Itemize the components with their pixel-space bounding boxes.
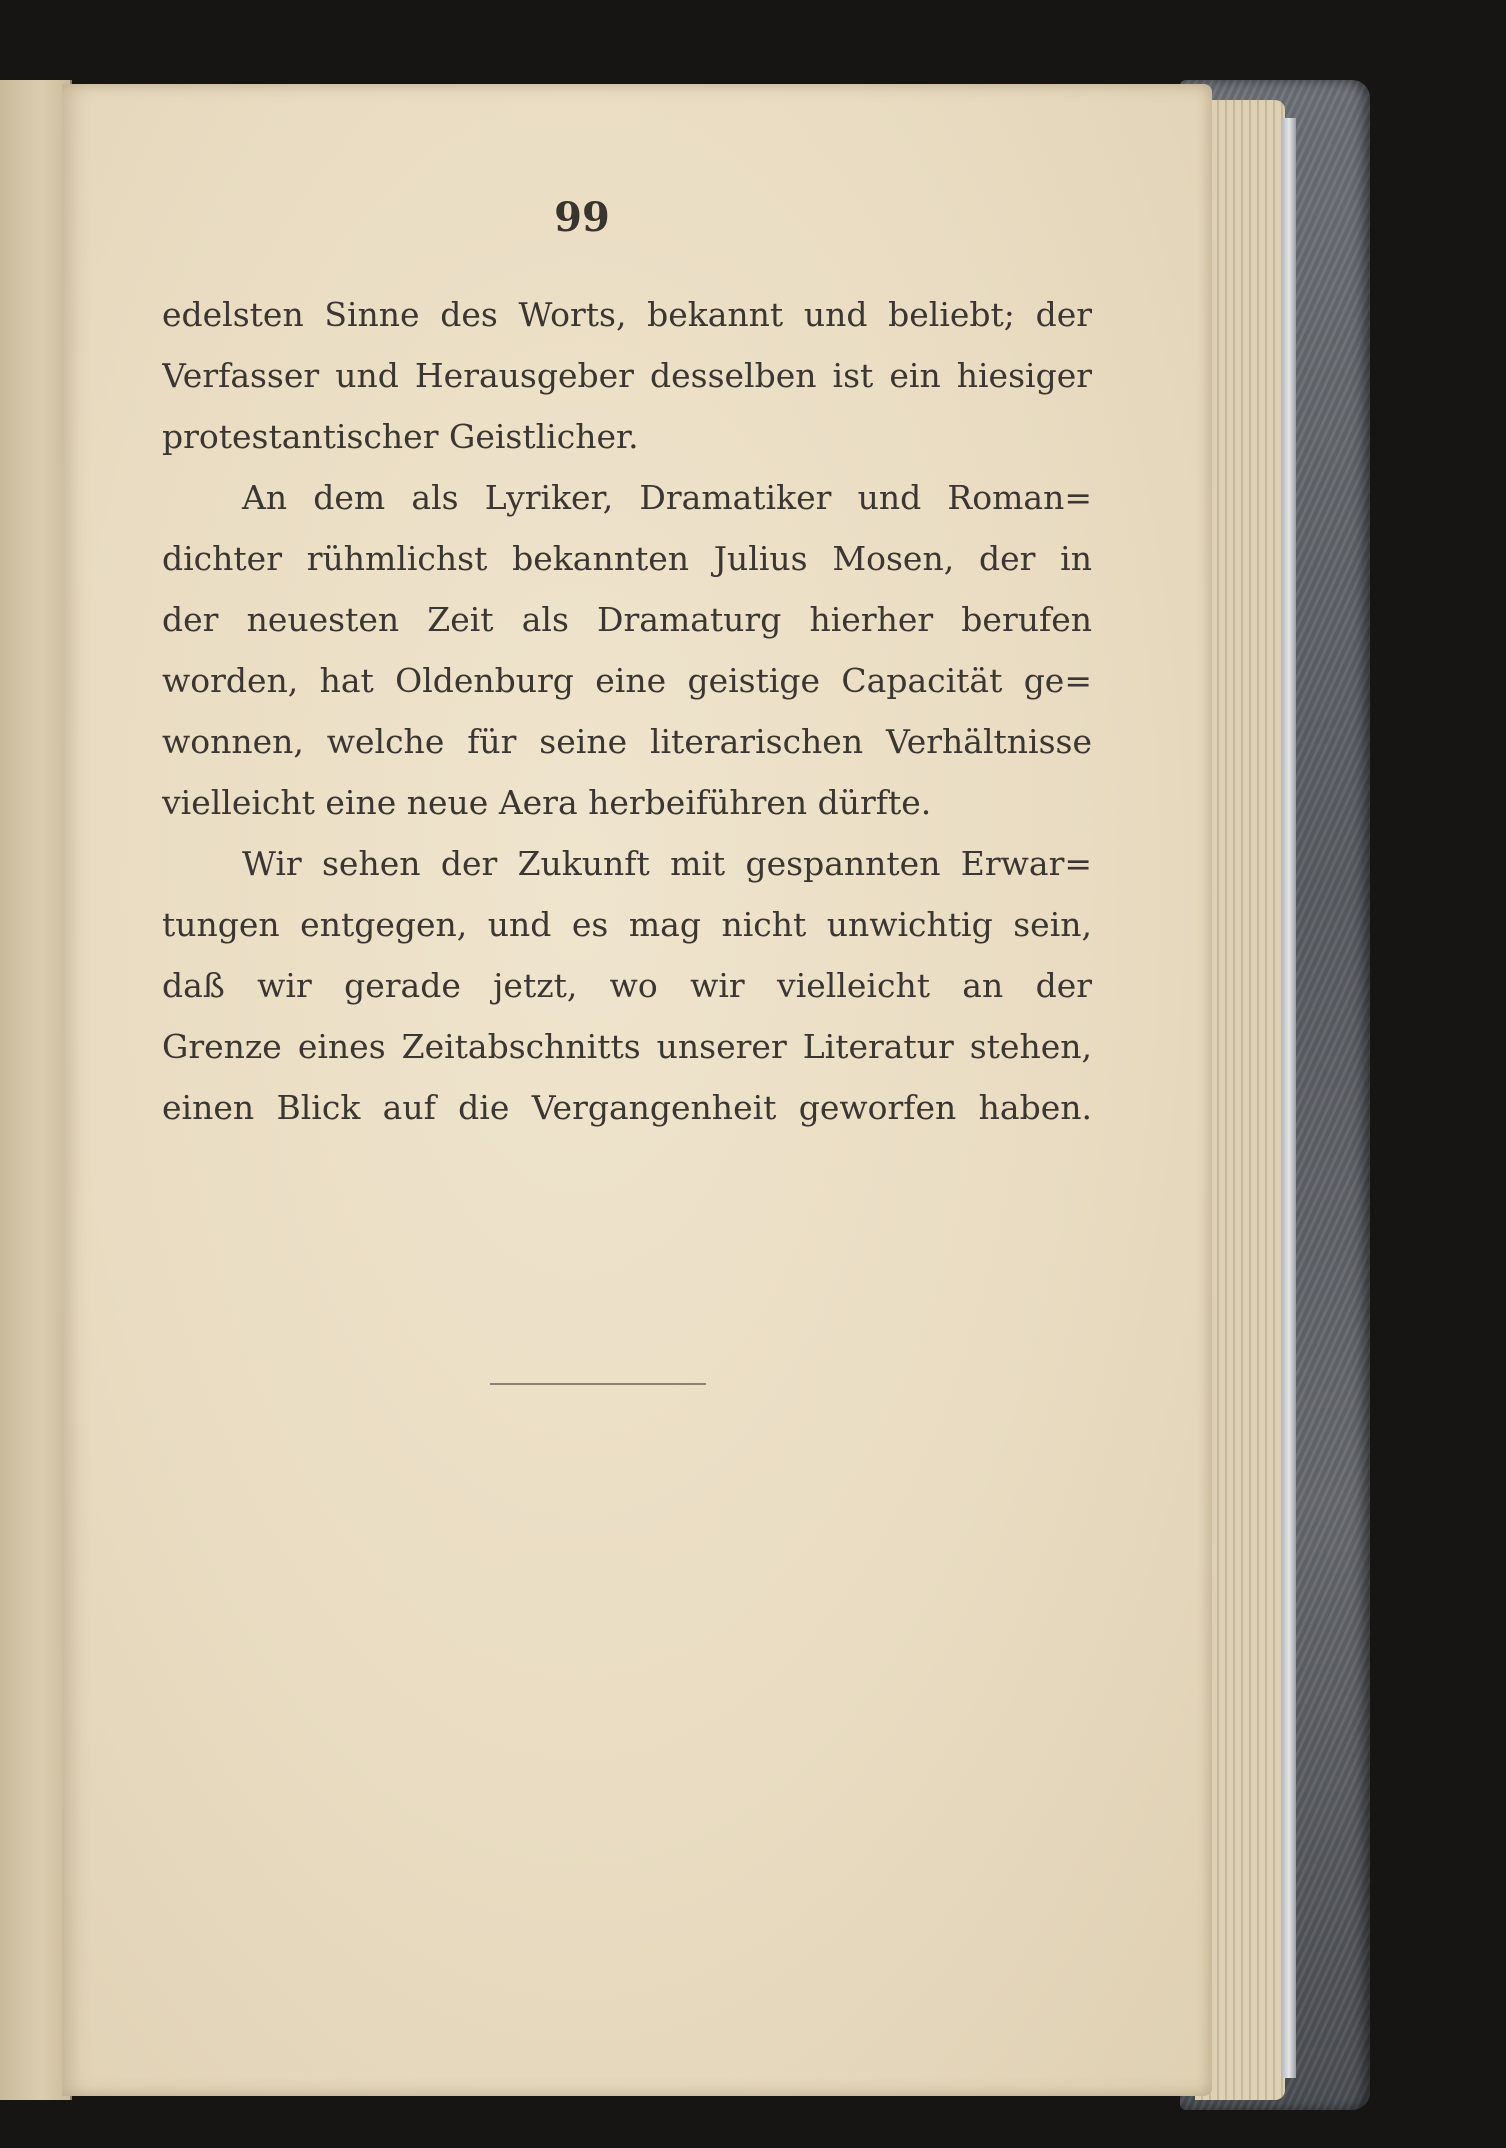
book-page bbox=[62, 84, 1212, 2096]
text-line: An dem als Lyriker, Dramatiker und Roman= bbox=[242, 478, 1092, 517]
text-line: wonnen, welche für seine literarischen Verhältnisse bbox=[162, 722, 1092, 761]
text-line: vielleicht eine neue Aera herbeiführen dürfte. bbox=[162, 783, 932, 822]
page-number: 99 bbox=[554, 194, 610, 241]
body-text bbox=[162, 284, 1092, 1138]
text-line: worden, hat Oldenburg eine geistige Capacität ge= bbox=[162, 661, 1092, 700]
section-divider bbox=[490, 1383, 706, 1385]
cover-spine-edge bbox=[1282, 118, 1296, 2078]
text-line: Wir sehen der Zukunft mit gespannten Erwar= bbox=[242, 844, 1092, 883]
text-line: Verfasser und Herausgeber desselben ist ein hiesiger bbox=[162, 356, 1092, 395]
text-line: der neuesten Zeit als Dramaturg hierher berufen bbox=[162, 600, 1092, 639]
text-line: dichter rühmlichst bekannten Julius Mosen, der in bbox=[162, 539, 1092, 578]
text-line: einen Blick auf die Vergangenheit geworfen haben. bbox=[162, 1088, 1092, 1127]
text-line: daß wir gerade jetzt, wo wir vielleicht an der bbox=[162, 966, 1092, 1005]
text-line: Grenze eines Zeitabschnitts unserer Literatur stehen, bbox=[162, 1027, 1092, 1066]
text-line: tungen entgegen, und es mag nicht unwichtig sein, bbox=[162, 905, 1092, 944]
text-line: edelsten Sinne des Worts, bekannt und beliebt; der bbox=[162, 295, 1092, 334]
text-line: protestantischer Geistlicher. bbox=[162, 417, 639, 456]
